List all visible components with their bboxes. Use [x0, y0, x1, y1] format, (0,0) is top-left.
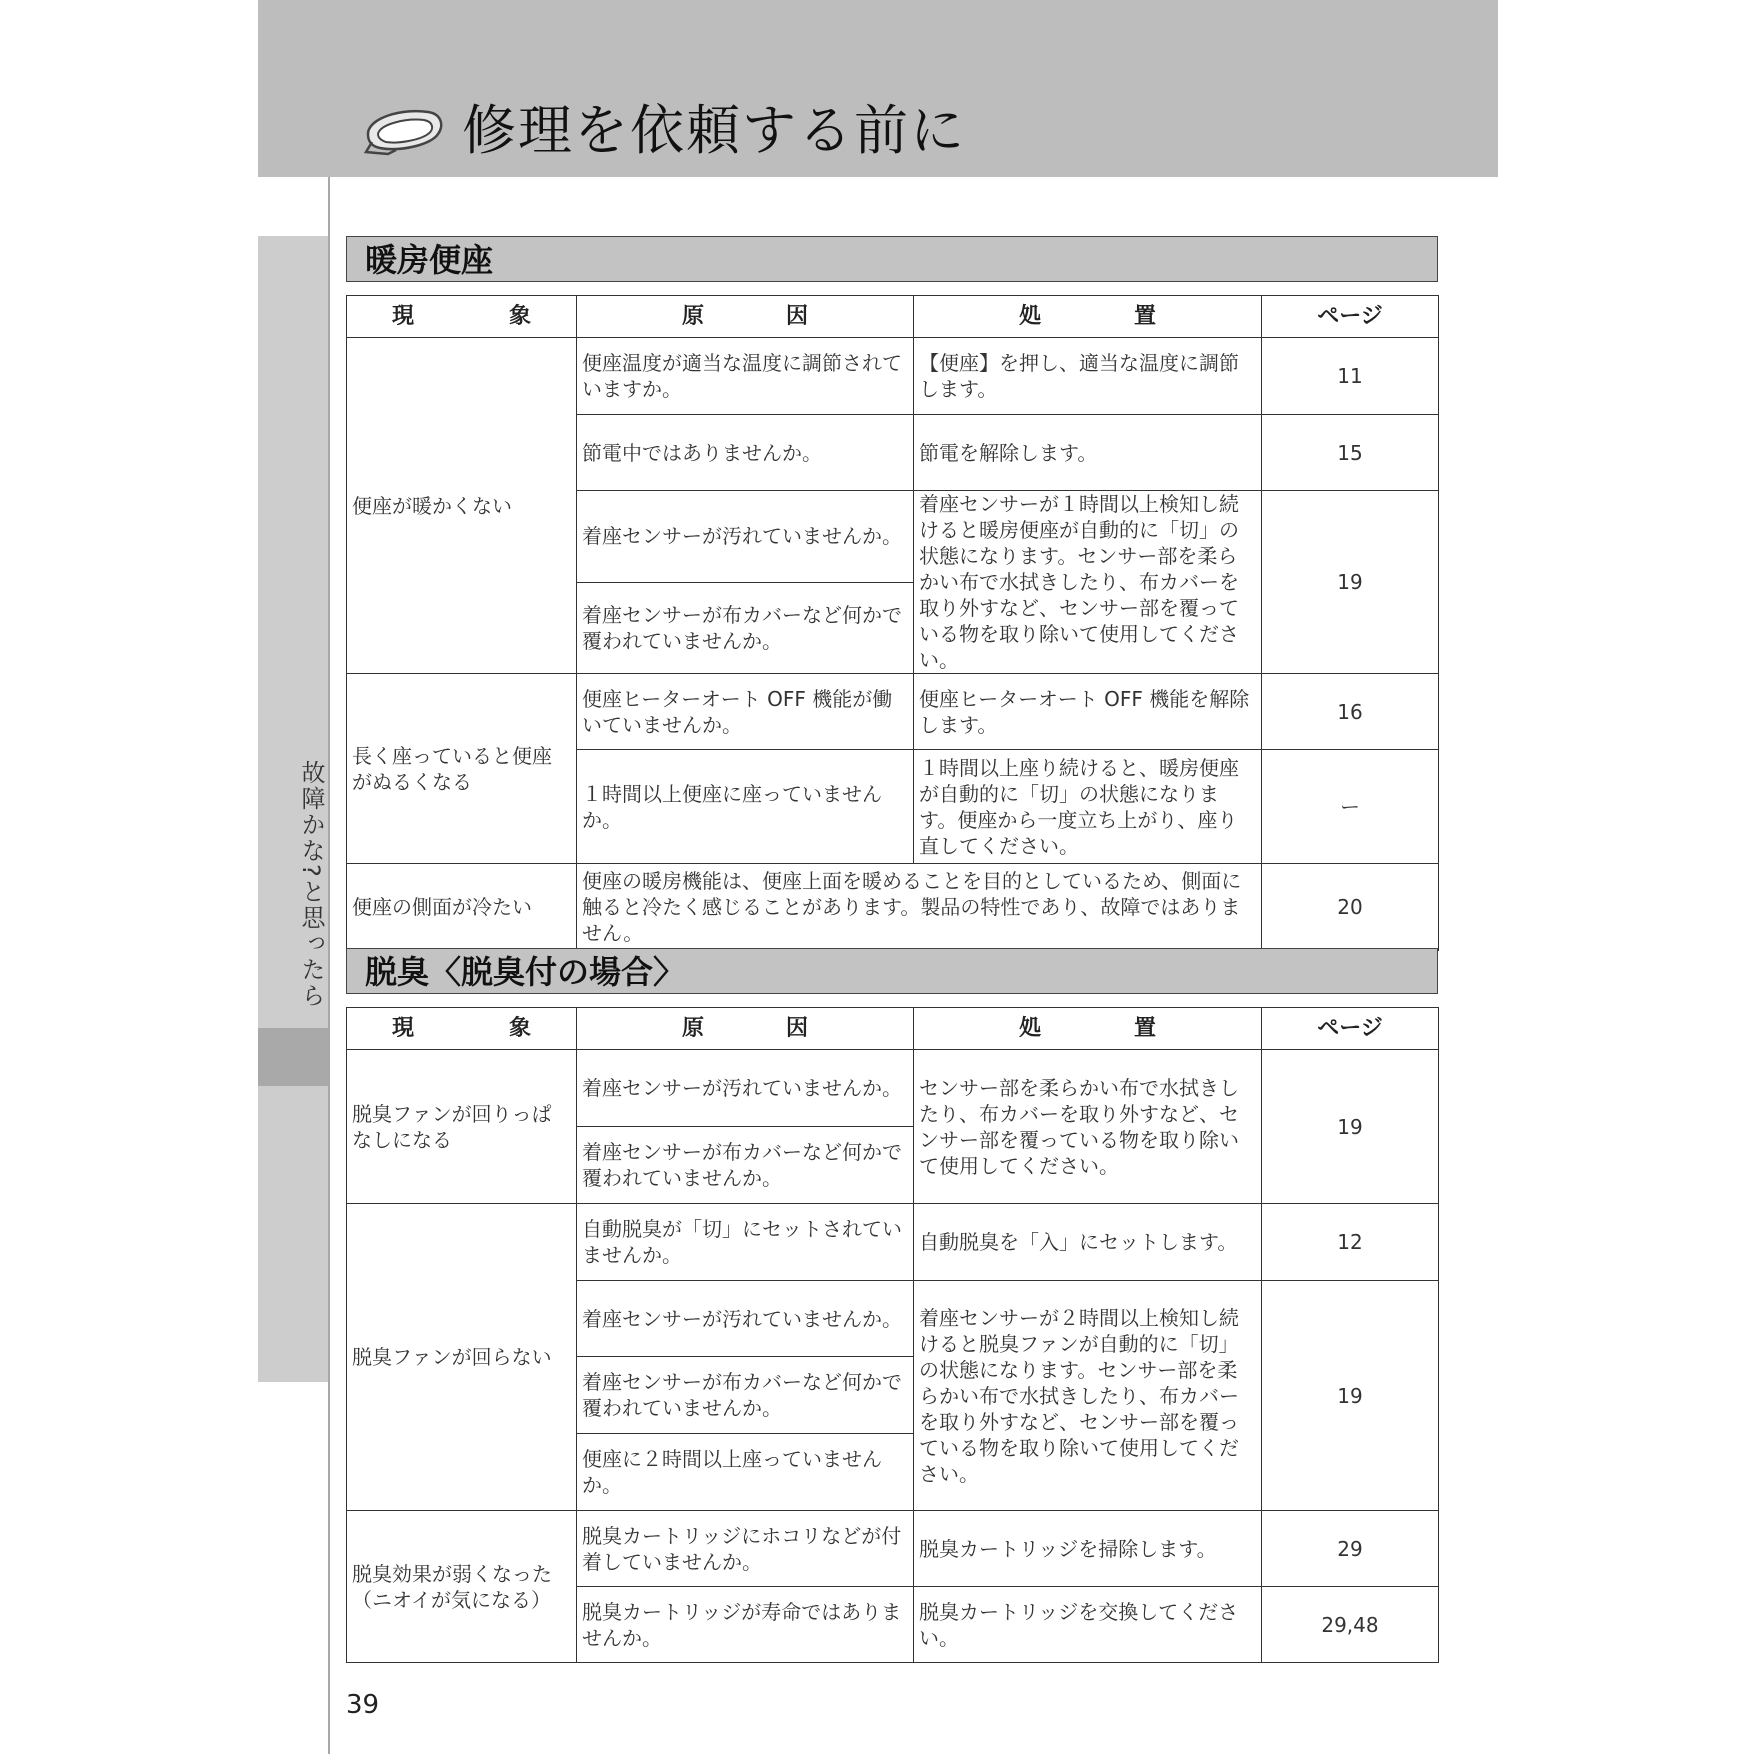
table-row — [347, 1050, 1439, 1127]
cause-cell: 便座ヒーターオート OFF 機能が働いていませんか。 — [577, 674, 914, 750]
chapter-tab-label: 故障かな?と思ったら — [297, 760, 325, 1009]
action-cell: センサー部を柔らかい布で水拭きしたり、布カバーを取り外すなど、センサー部を覆っている物を取り除いて使用してください。 — [914, 1050, 1262, 1204]
cause-cell: 自動脱臭が「切」にセットされていませんか。 — [577, 1204, 914, 1281]
header-cause: 原 因 — [577, 1008, 914, 1050]
cause-cell: 着座センサーが布カバーなど何かで覆われていませんか。 — [577, 582, 914, 674]
toilet-seat-icon — [362, 104, 446, 156]
table-row — [347, 1511, 1439, 1587]
note-cell: 便座の暖房機能は、便座上面を暖めることを目的としているため、側面に触ると冷たく感じることがあります。製品の特性であり、故障ではありません。 — [577, 864, 1262, 951]
page-cell: ー — [1262, 750, 1439, 864]
cause-cell: 脱臭カートリッジにホコリなどが付着していませんか。 — [577, 1511, 914, 1587]
page-cell: 29 — [1262, 1511, 1439, 1587]
page-cell: 19 — [1262, 1050, 1439, 1204]
page-cell: 15 — [1262, 415, 1439, 491]
action-cell: 着座センサーが２時間以上検知し続けると脱臭ファンが自動的に「切」の状態になります。センサー部を柔らかい布で水拭きしたり、布カバーを取り外すなど、センサー部を覆っている物を取り除いて使用してください。 — [914, 1281, 1262, 1511]
symptom-cell: 便座が暖かくない — [347, 338, 577, 674]
action-cell: 自動脱臭を「入」にセットします。 — [914, 1204, 1262, 1281]
cause-cell: 着座センサーが汚れていませんか。 — [577, 1050, 914, 1127]
table-row — [347, 338, 1439, 415]
section-title: 暖房便座 — [365, 241, 494, 279]
page-cell: 29,48 — [1262, 1587, 1439, 1663]
section-heading-heated-seat — [346, 236, 1438, 282]
page-cell: 16 — [1262, 674, 1439, 750]
table-row — [347, 1204, 1439, 1281]
section-heading-deodorizer — [346, 948, 1438, 994]
symptom-cell: 便座の側面が冷たい — [347, 864, 577, 951]
symptom-cell: 脱臭効果が弱くなった（ニオイが気になる） — [347, 1511, 577, 1663]
header-phenomenon: 現 象 — [347, 1008, 577, 1050]
table-header-row — [347, 296, 1439, 338]
cause-cell: 節電中ではありませんか。 — [577, 415, 914, 491]
page-cell: 11 — [1262, 338, 1439, 415]
header-action: 処 置 — [914, 1008, 1262, 1050]
cause-cell: 脱臭カートリッジが寿命ではありませんか。 — [577, 1587, 914, 1663]
table-row — [347, 864, 1439, 951]
header-cause: 原 因 — [577, 296, 914, 338]
page-cell: 19 — [1262, 1281, 1439, 1511]
cause-cell: 着座センサーが布カバーなど何かで覆われていませんか。 — [577, 1127, 914, 1204]
action-cell: 【便座】を押し、適当な温度に調節します。 — [914, 338, 1262, 415]
symptom-cell: 脱臭ファンが回らない — [347, 1204, 577, 1511]
page-cell: 19 — [1262, 491, 1439, 674]
page-number: 39 — [346, 1690, 380, 1720]
action-cell: 脱臭カートリッジを掃除します。 — [914, 1511, 1262, 1587]
symptom-cell: 脱臭ファンが回りっぱなしになる — [347, 1050, 577, 1204]
page-header — [258, 0, 1498, 177]
header-page: ページ — [1262, 1008, 1439, 1050]
cause-cell: 便座に２時間以上座っていませんか。 — [577, 1434, 914, 1511]
cause-cell: 着座センサーが汚れていませんか。 — [577, 491, 914, 583]
action-cell: 脱臭カートリッジを交換してください。 — [914, 1587, 1262, 1663]
symptom-cell: 長く座っていると便座がぬるくなる — [347, 674, 577, 864]
cause-cell: 着座センサーが汚れていませんか。 — [577, 1281, 914, 1357]
page-cell: 12 — [1262, 1204, 1439, 1281]
page-title: 修理を依頼する前に — [462, 99, 966, 162]
action-cell: １時間以上座り続けると、暖房便座が自動的に「切」の状態になります。便座から一度立ち上がり、座り直してください。 — [914, 750, 1262, 864]
table-header-row — [347, 1008, 1439, 1050]
trouble-table-deodorizer — [346, 1007, 1439, 1663]
header-page: ページ — [1262, 296, 1439, 338]
cause-cell: １時間以上便座に座っていませんか。 — [577, 750, 914, 864]
header-phenomenon: 現 象 — [347, 296, 577, 338]
header-action: 処 置 — [914, 296, 1262, 338]
trouble-table-heated-seat — [346, 295, 1439, 951]
cause-cell: 便座温度が適当な温度に調節されていますか。 — [577, 338, 914, 415]
chapter-tab-marker — [258, 1028, 328, 1086]
action-cell: 便座ヒーターオート OFF 機能を解除します。 — [914, 674, 1262, 750]
cause-cell: 着座センサーが布カバーなど何かで覆われていませんか。 — [577, 1357, 914, 1434]
table-row — [347, 674, 1439, 750]
section-title: 脱臭〈脱臭付の場合〉 — [365, 953, 686, 991]
action-cell: 節電を解除します。 — [914, 415, 1262, 491]
action-cell: 着座センサーが１時間以上検知し続けると暖房便座が自動的に「切」の状態になります。センサー部を柔らかい布で水拭きしたり、布カバーを取り外すなど、センサー部を覆っている物を取り除いて使用してください。 — [914, 491, 1262, 674]
page-cell: 20 — [1262, 864, 1439, 951]
